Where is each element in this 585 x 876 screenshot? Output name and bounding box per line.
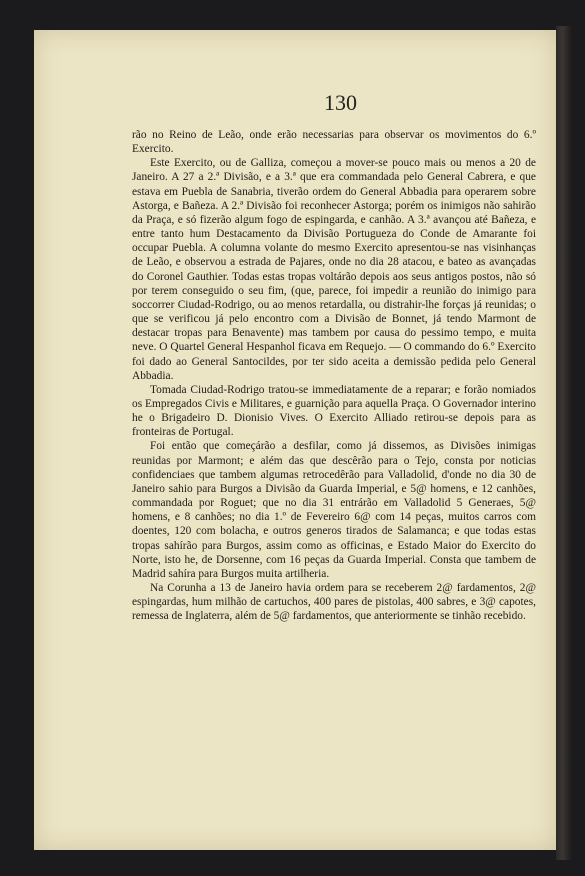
page-body-text bbox=[132, 128, 536, 623]
paragraph-divisoes-inimigas: Foi então que começárão a desfilar, como já dissemos, as Divisões inimigas reunidas por Marmont; e além das que descêrão para o Tejo, consta por noticias confidenciaes que tambem algumas retrocedêrão para Valladolid, d'onde no dia 30 de Janeiro sahio para Burgos a Divisão da Guarda Imperial, e 5@ homens, e 12 canhões, commandada por Roguet; que no dia 31 entrárão em Valladolid 5 Generaes, 5@ homens, e 8 canhões; no dia 1.º de Fevereiro 6@ com 14 peças, muitos carros com doentes, 120 com bolacha, e outros generos tirados de Salamanca; e que todas estas tropas sahírão para Burgos, assim como as officinas, e Estado Maior do Exercito do Norte, isto he, de Dorsenne, com 16 peças da Guarda Imperial. Consta que tambem de Madrid sahíra para Burgos muita artilheria. bbox=[132, 440, 536, 580]
page-edge bbox=[556, 26, 572, 860]
page-number: 130 bbox=[324, 90, 357, 115]
paragraph-continuation: rão no Reino de Leão, onde erão necessarias para observar os movimentos do 6.º Exercito. bbox=[132, 129, 536, 156]
paragraph-corunha: Na Corunha a 13 de Janeiro havia ordem para se receberem 2@ fardamentos, 2@ espingardas, hum milhão de cartuchos, 400 pares de pistolas, 400 sabres, e 3@ capotes, remessa de Inglaterra, além de 5@ fardamentos, que anteriormente se tinhão recebido. bbox=[132, 582, 536, 623]
paragraph-ciudad-rodrigo: Tomada Ciudad-Rodrigo tratou-se immediatamente de a reparar; e forão nomiados os Empregados Civis e Militares, e guarnição para aquella Praça. O Governador interino he o Brigadeiro D. Dionisio Vives. O Exercito Alliado retirou-se depois para as fronteiras de Portugal. bbox=[132, 383, 536, 439]
paragraph-exercito-galliza: Este Exercito, ou de Galliza, começou a mover-se pouco mais ou menos a 20 de Janeiro. A 27 a 2.ª Divisão, e a 3.ª que era commandada pelo General Cabrera, e que estava em Puebla de Sanabria, tiverão ordem do General Abbadia para operarem sobre Astorga, e Bañeza. A 2.ª Divisão foi reconhecer Astorga; porém os inimigos não sahirão da Praça, e só fizerão algum fogo de espingarda, e canhão. A 3.ª avançou até Bañeza, e entre tanto hum Destacamento da Divisão Portugueza do Conde de Amarante foi occupar Puebla. A columna volante do mesmo Exercito apresentou-se nas visinhanças de Leão, e observou a estrada de Pajares, onde no dia 28 atacou, e bateo as avançadas do Coronel Gauthier. Todas estas tropas voltárão depois aos seus antigos postos, não só por terem conseguido o seu fim, (que, parece, foi impedir a reunião do inimigo para soccorrer Ciudad-Rodrigo, ou ao menos retardalla, ou distrahir-lhe forças já reunidas; o que se verificou já pelo encontro com a Divisão de Bonnet, já tendo Marmont de destacar tropas para Benavente) mas tambem por causa do pessimo tempo, e muita neve. O Quartel General Hespanhol ficava em Requejo. — O commando do 6.º Exercito foi dado ao General Santocildes, por ter sido aceita a demissão pedida pelo General Abbadia. bbox=[132, 157, 536, 382]
